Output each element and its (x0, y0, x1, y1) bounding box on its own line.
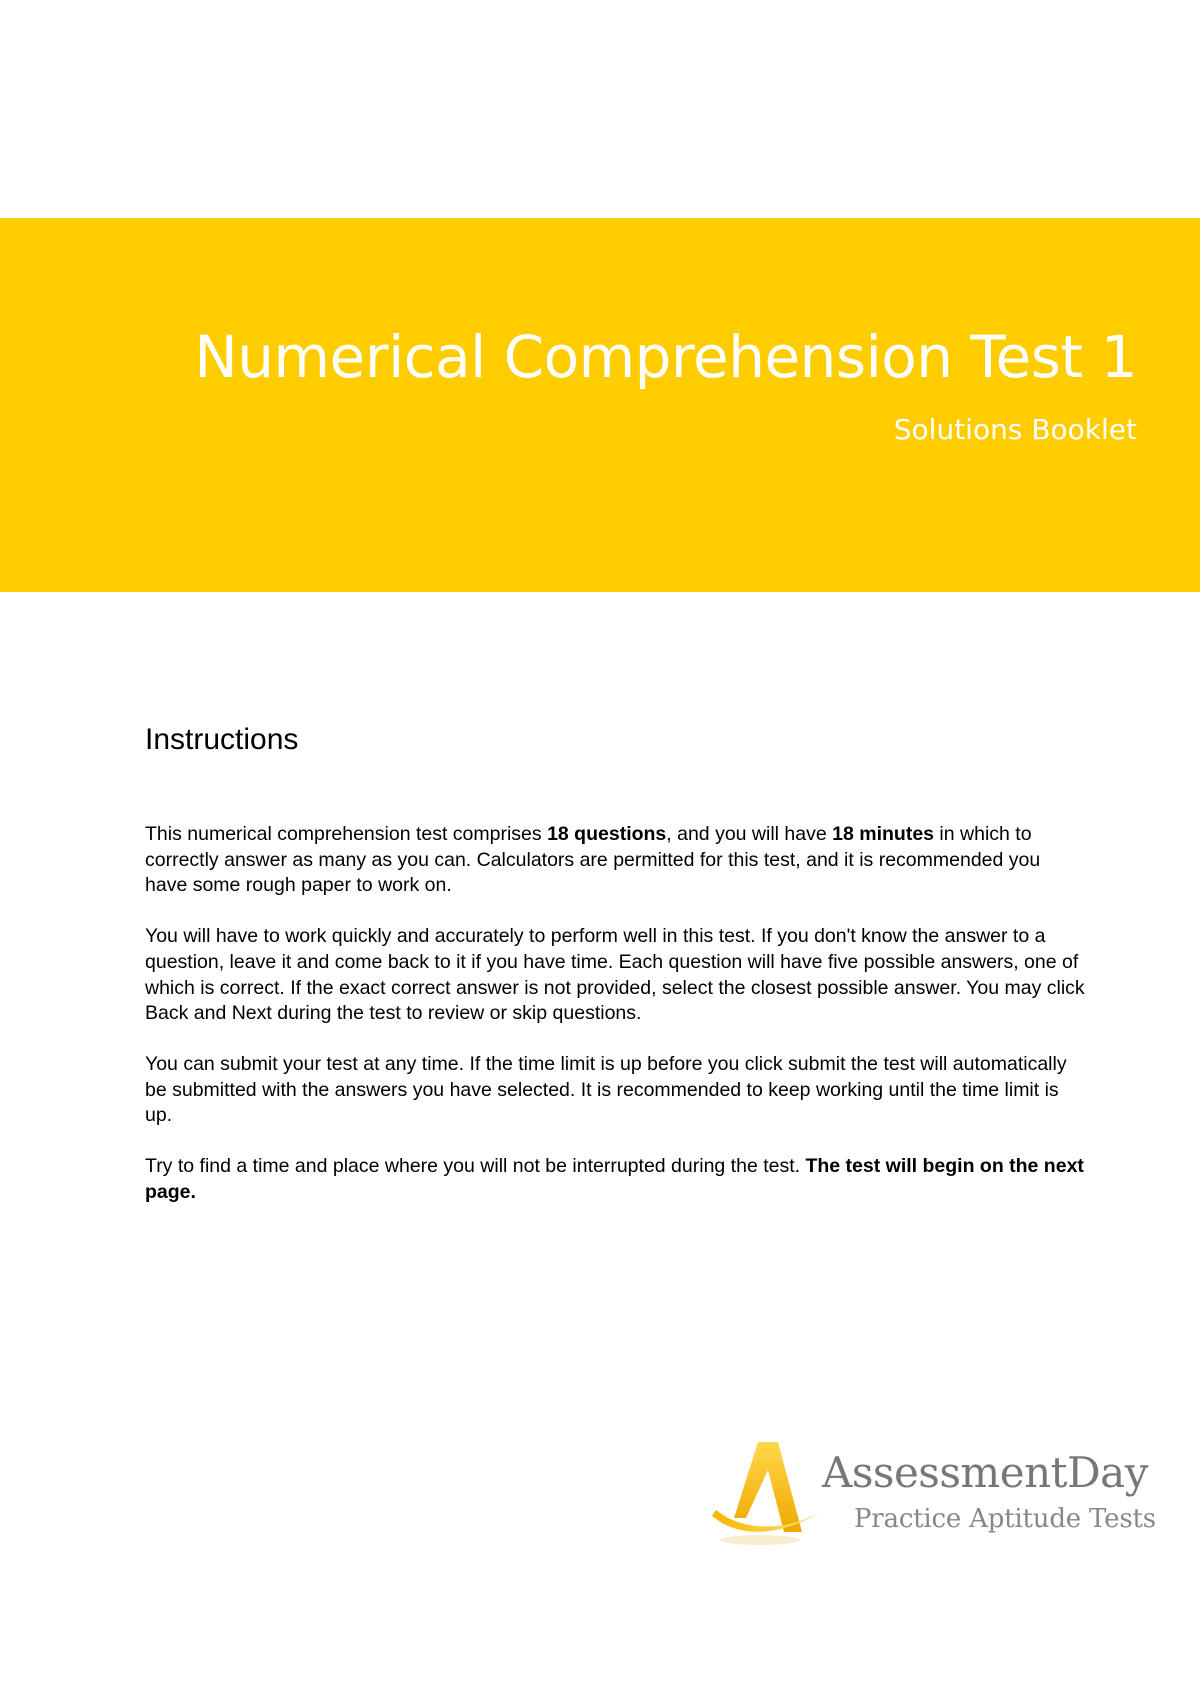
emphasis-text: 18 minutes (832, 823, 935, 845)
document-title: Numerical Comprehension Test 1 (194, 323, 1137, 391)
assessmentday-a-logo-icon (706, 1440, 826, 1550)
document-subtitle: Solutions Booklet (893, 413, 1137, 446)
emphasis-text: 18 questions (547, 823, 667, 845)
paragraph-text: in which to correctly answer as many as you can. Calculators are permitted for this test, and it is recommended you have some rough paper to work on. (145, 823, 1041, 897)
assessmentday-logo (706, 1440, 1156, 1570)
instructions-paragraph (145, 924, 1085, 1027)
title-banner (0, 218, 1200, 592)
instructions-body (145, 822, 1085, 1230)
paragraph-text: This numerical comprehension test comprises (145, 823, 548, 845)
instructions-heading: Instructions (145, 723, 299, 756)
emphasis-text: The test will begin on the next page. (145, 1155, 1084, 1203)
paragraph-text: You will have to work quickly and accurately to perform well in this test. If you don't know the answer to a question, leave it and come back to it if you have time. Each question will have five possible answers, one of which is correct. If the exact correct answer is not provided, select the closest possible answer. You may click Back and Next during the test to review or skip questions. (145, 925, 1085, 1025)
paragraph-text: Try to find a time and place where you will not be interrupted during the test. (145, 1155, 806, 1178)
paragraph-text: , and you will have (666, 823, 833, 845)
paragraph-text: You can submit your test at any time. If the time limit is up before you click submit the test will automatically be submitted with the answers you have selected. It is recommended to keep working until the time limit is up. (145, 1052, 1067, 1127)
instructions-paragraph (145, 1052, 1085, 1129)
instructions-paragraph (145, 1154, 1085, 1205)
instructions-paragraph (145, 822, 1085, 899)
logo-tagline: Practice Aptitude Tests (854, 1504, 1156, 1534)
logo-name: AssessmentDay (822, 1448, 1148, 1497)
